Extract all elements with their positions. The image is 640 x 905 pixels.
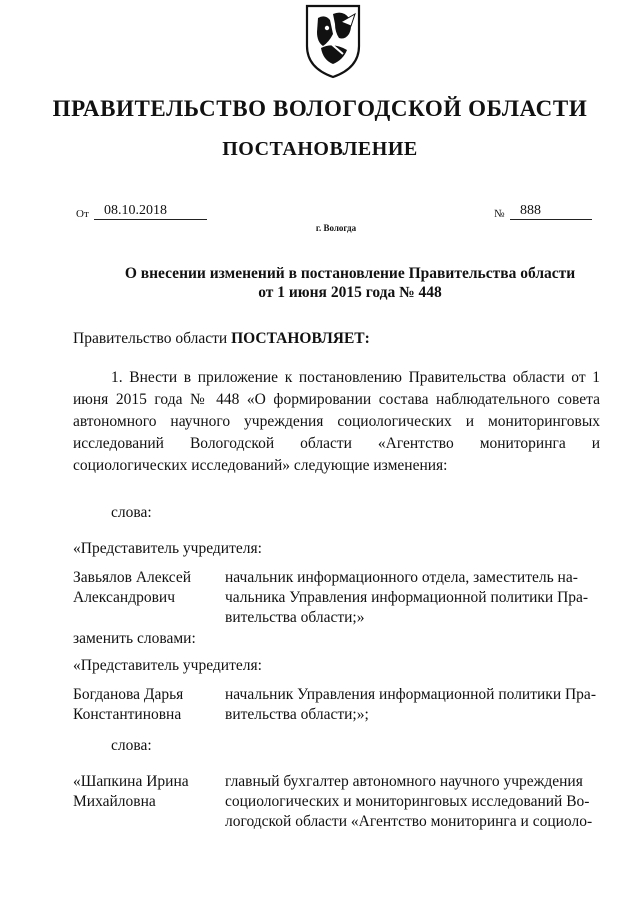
representative-label-1: «Представитель учредителя:: [73, 540, 262, 557]
words-label-2: слова:: [111, 737, 152, 754]
date-prefix: От: [76, 208, 89, 220]
person-3-role: главный бухгалтер автономного научного учреждения социологических и мониторинговых исследований Во- логодской области «Агентство мониторинга и социоло-: [225, 773, 593, 830]
vologda-coat-of-arms-icon: [303, 2, 363, 80]
document-heading: [60, 264, 640, 302]
words-label-1: слова:: [111, 504, 152, 521]
paragraph-1: 1. Внести в приложение к постановлению Правительства области от 1 июня 2015 года № 448 «О формировании состава наблюдательного совета автономного научного учреждения социологических и мониторинговых исследований Вологодской области «Агентство мониторинга и социологических исследований» следующие изменения:: [73, 369, 600, 474]
intro-emphasis: ПОСТАНОВЛЯЕТ:: [231, 330, 370, 347]
government-title: ПРАВИТЕЛЬСТВО ВОЛОГОДСКОЙ ОБЛАСТИ: [52, 96, 588, 121]
number-underline: [510, 219, 592, 220]
number-prefix: №: [494, 208, 505, 220]
representative-label-2: «Представитель учредителя:: [73, 657, 262, 674]
person-3-name: «Шапкина Ирина Михайловна: [73, 773, 189, 810]
coat-of-arms-emblem: [303, 2, 363, 80]
document-type: ПОСТАНОВЛЕНИЕ: [222, 138, 418, 160]
city: г. Вологда: [315, 223, 357, 233]
replace-label: заменить словами:: [73, 630, 196, 647]
person-2-role: начальник Управления информационной политики Пра- вительства области;»;: [225, 686, 596, 723]
person-2-name: Богданова Дарья Константиновна: [73, 686, 184, 723]
document-number: 888: [520, 203, 541, 218]
intro-line: [73, 328, 370, 350]
heading-line-1: О внесении изменений в постановление Правительства области: [124, 265, 576, 282]
heading-line-2: от 1 июня 2015 года № 448: [258, 284, 442, 301]
document-date: 08.10.2018: [104, 203, 167, 218]
person-1-role: начальник информационного отдела, заместитель на- чальника Управления информационной политики Пра- вительства области;»: [225, 569, 589, 626]
date-underline: [94, 219, 207, 220]
intro-text: Правительство области: [73, 330, 232, 347]
person-1-name: Завьялов Алексей Александрович: [73, 569, 192, 606]
